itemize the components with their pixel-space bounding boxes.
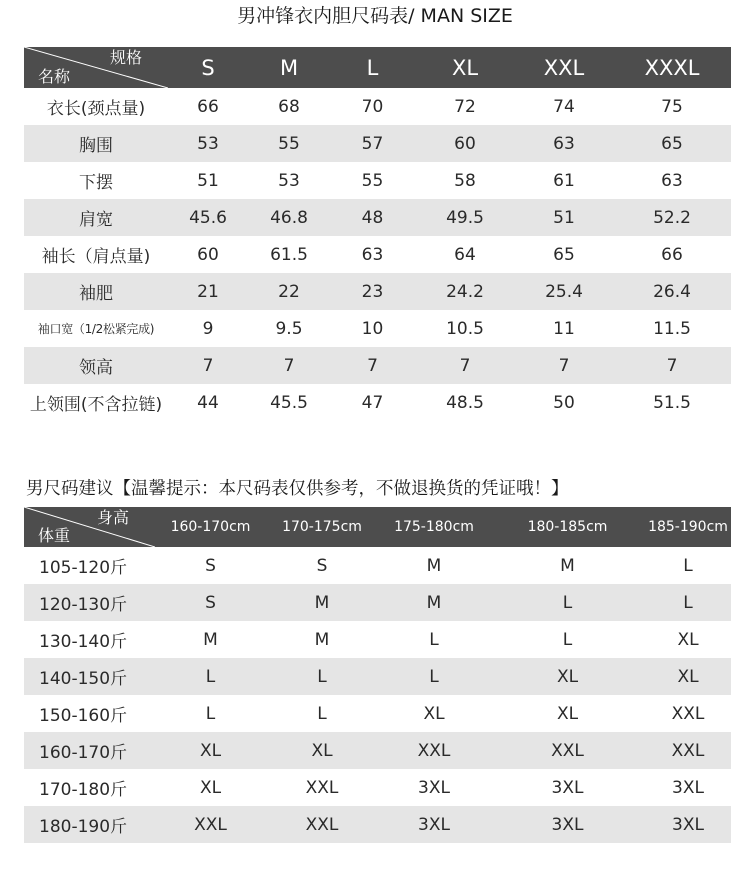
recommended-size-cell: S	[316, 555, 328, 576]
size-value-cell: 44	[197, 392, 219, 413]
recommended-size-cell: 3XL	[672, 777, 704, 798]
size-header-m: M	[279, 55, 299, 80]
recommended-size-cell: L	[683, 555, 693, 576]
recommend-header-row	[24, 507, 731, 547]
size-row	[24, 310, 731, 347]
size-value-cell: 66	[661, 244, 683, 265]
recommend-row	[24, 584, 731, 621]
height-range-header: 160-170cm	[170, 519, 251, 535]
recommended-size-cell: 3XL	[672, 814, 704, 835]
weight-range-label: 180-190斤	[39, 817, 128, 837]
size-value-cell: 24.2	[446, 281, 484, 302]
size-value-cell: 72	[454, 96, 476, 117]
size-value-cell: 68	[278, 96, 300, 117]
recommend-row	[24, 695, 731, 732]
recommended-size-cell: XXL	[551, 740, 584, 761]
recommend-row	[24, 658, 731, 695]
size-value-cell: 7	[558, 355, 570, 376]
size-value-cell: 66	[197, 96, 219, 117]
size-value-cell: 50	[553, 392, 575, 413]
size-value-cell: 74	[553, 96, 575, 117]
weight-range-label: 105-120斤	[39, 558, 128, 578]
size-value-cell: 7	[666, 355, 678, 376]
size-value-cell: 26.4	[653, 281, 691, 302]
size-value-cell: 65	[553, 244, 575, 265]
size-row	[24, 125, 731, 162]
recommended-size-cell: S	[205, 555, 216, 576]
weight-range-label: 120-130斤	[39, 595, 128, 615]
size-value-cell: 60	[197, 244, 219, 265]
recommend-row	[24, 547, 731, 584]
height-range-header: 180-185cm	[527, 519, 608, 535]
page-title: 男冲锋衣内胆尺码表/ MAN SIZE	[237, 5, 513, 27]
recommend-row	[24, 621, 731, 658]
measurement-label: 袖长（肩点量)	[41, 247, 151, 267]
height-range-header: 175-180cm	[394, 519, 474, 535]
recommended-size-cell: XXL	[194, 814, 227, 835]
size-value-cell: 61	[553, 170, 575, 191]
recommended-size-cell: M	[560, 555, 575, 576]
size-value-cell: 7	[283, 355, 295, 376]
size-header-row	[24, 47, 731, 88]
measurement-label: 上领围(不含拉链)	[29, 395, 163, 415]
size-header-xxxl: XXXL	[644, 55, 700, 80]
size-header-l: L	[366, 55, 379, 80]
size-value-cell: 53	[197, 133, 219, 154]
recommended-size-cell: L	[205, 666, 216, 687]
size-value-cell: 55	[361, 170, 384, 191]
size-value-cell: 45.6	[189, 207, 227, 228]
recommend-row	[24, 769, 731, 806]
corner-height-label: 身高	[96, 508, 129, 527]
size-header-xl: XL	[451, 55, 479, 80]
size-value-cell: 51	[553, 207, 575, 228]
size-value-cell: 9.5	[275, 318, 303, 339]
size-row	[24, 273, 731, 310]
size-value-cell: 60	[454, 133, 476, 154]
size-value-cell: 57	[361, 133, 384, 154]
size-value-cell: 63	[361, 244, 384, 265]
recommended-size-cell: XXL	[671, 740, 705, 761]
size-value-cell: 51.5	[653, 392, 691, 413]
recommended-size-cell: L	[562, 629, 573, 650]
size-value-cell: 52.2	[653, 207, 691, 228]
size-recommend-table	[24, 507, 731, 843]
recommended-size-cell: XL	[556, 703, 579, 724]
recommended-size-cell: L	[683, 592, 693, 613]
size-value-cell: 11	[553, 318, 575, 339]
recommended-size-cell: 3XL	[418, 777, 450, 798]
recommended-size-cell: M	[203, 629, 218, 650]
size-value-cell: 64	[454, 244, 476, 265]
size-value-cell: 61.5	[270, 244, 308, 265]
recommended-size-cell: M	[314, 629, 330, 650]
measurement-label: 袖肥	[79, 284, 113, 304]
recommend-row	[24, 806, 731, 843]
recommended-size-cell: XL	[423, 703, 445, 724]
size-value-cell: 70	[361, 96, 384, 117]
size-value-cell: 7	[367, 355, 378, 376]
height-range-header: 170-175cm	[282, 519, 362, 535]
recommended-size-cell: XL	[311, 740, 333, 761]
recommended-size-cell: 3XL	[551, 777, 584, 798]
size-value-cell: 55	[278, 133, 300, 154]
size-value-cell: 58	[454, 170, 476, 191]
size-header-xxl: XXL	[543, 55, 585, 80]
recommended-size-cell: M	[426, 592, 442, 613]
size-value-cell: 7	[459, 355, 471, 376]
recommended-size-cell: L	[317, 703, 327, 724]
size-value-cell: 46.8	[270, 207, 308, 228]
size-header-s: S	[201, 55, 215, 80]
recommended-size-cell: 3XL	[418, 814, 450, 835]
weight-range-label: 150-160斤	[39, 706, 128, 726]
size-row	[24, 347, 731, 384]
recommended-size-cell: L	[562, 592, 573, 613]
size-row	[24, 384, 731, 421]
recommend-corner-header	[24, 507, 155, 547]
size-value-cell: 51	[197, 170, 219, 191]
size-row	[24, 199, 731, 236]
recommended-size-cell: XXL	[305, 777, 339, 798]
size-value-cell: 9	[202, 318, 214, 339]
weight-range-label: 160-170斤	[39, 743, 128, 763]
recommend-title: 男尺码建议【温馨提示：本尺码表仅供参考，不做退换货的凭证哦！】	[26, 479, 569, 499]
corner-weight-label: 体重	[38, 526, 71, 545]
recommended-size-cell: XL	[677, 629, 699, 650]
weight-range-label: 140-150斤	[39, 669, 128, 689]
measurement-label: 下摆	[79, 173, 113, 193]
size-value-cell: 47	[361, 392, 384, 413]
measurement-label: 领高	[79, 358, 113, 378]
recommended-size-cell: XL	[199, 777, 222, 798]
measurement-label: 衣长(颈点量)	[46, 99, 146, 119]
size-value-cell: 63	[661, 170, 683, 191]
size-value-cell: 21	[197, 281, 219, 302]
size-value-cell: 53	[278, 170, 300, 191]
measurement-label: 肩宽	[79, 210, 113, 230]
recommended-size-cell: S	[205, 592, 216, 613]
recommended-size-cell: L	[429, 666, 439, 687]
size-value-cell: 48	[361, 207, 384, 228]
size-value-cell: 75	[661, 96, 683, 117]
recommended-size-cell: XL	[556, 666, 579, 687]
recommended-size-cell: M	[314, 592, 330, 613]
size-value-cell: 23	[361, 281, 384, 302]
recommended-size-cell: XXL	[671, 703, 705, 724]
size-value-cell: 65	[661, 133, 683, 154]
size-chart-table	[24, 47, 731, 421]
size-row	[24, 162, 731, 199]
weight-range-label: 130-140斤	[39, 632, 128, 652]
size-value-cell: 25.4	[545, 281, 583, 302]
size-value-cell: 7	[202, 355, 214, 376]
recommended-size-cell: 3XL	[551, 814, 584, 835]
size-value-cell: 22	[278, 281, 300, 302]
recommended-size-cell: L	[429, 629, 439, 650]
weight-range-label: 170-180斤	[39, 780, 128, 800]
measurement-label: 胸围	[79, 136, 113, 156]
size-value-cell: 45.5	[270, 392, 308, 413]
recommended-size-cell: XXL	[417, 740, 451, 761]
size-corner-header	[24, 47, 168, 88]
recommended-size-cell: XXL	[305, 814, 339, 835]
size-value-cell: 10	[361, 318, 384, 339]
size-value-cell: 63	[553, 133, 575, 154]
recommended-size-cell: XL	[199, 740, 222, 761]
recommend-row	[24, 732, 731, 769]
size-row	[24, 236, 731, 273]
recommended-size-cell: L	[205, 703, 216, 724]
recommended-size-cell: M	[426, 555, 442, 576]
size-row	[24, 88, 731, 125]
size-value-cell: 48.5	[446, 392, 484, 413]
measurement-label: 袖口宽（1/2松紧完成)	[37, 322, 155, 336]
recommended-size-cell: XL	[677, 666, 699, 687]
size-value-cell: 11.5	[653, 318, 691, 339]
height-range-header: 185-190cm	[648, 519, 728, 535]
size-value-cell: 49.5	[446, 207, 484, 228]
recommended-size-cell: L	[317, 666, 327, 687]
corner-spec-label: 规格	[109, 48, 142, 67]
corner-name-label: 名称	[38, 67, 71, 86]
size-value-cell: 10.5	[446, 318, 484, 339]
